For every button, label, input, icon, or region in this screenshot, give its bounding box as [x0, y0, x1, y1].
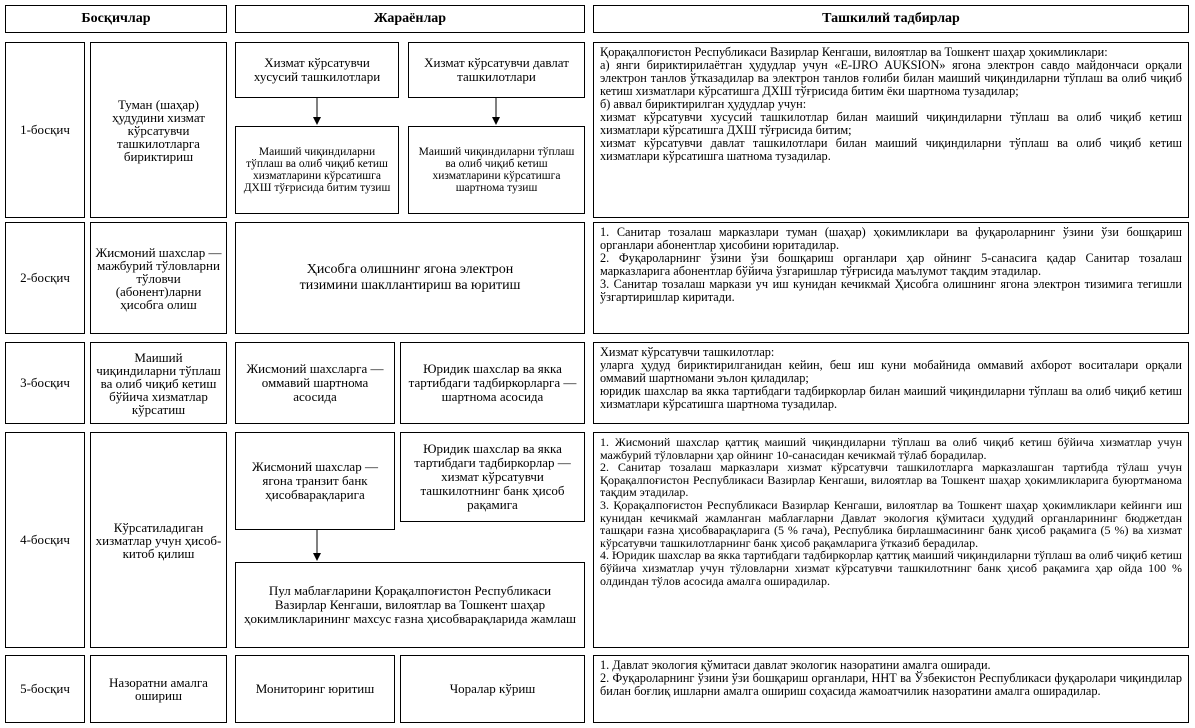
- flow-private-providers: Хизмат кўрсатувчи хусусий ташкилотлари: [235, 42, 399, 98]
- flow-legal-entities-contract: Юридик шахслар ва якка тартибдаги тадбиркорларга — шартнома асосида: [400, 342, 585, 424]
- stage-4-measures: 1. Жисмоний шахслар қаттиқ маиший чиқиндиларни тўплаш ва олиб чиқиб кетиш бўйича хизматлар учун мажбурий тўловларни ҳар ойнинг 10-санасидан кечикмай тўлаб борадилар. 2. Санитар тозалаш марказлари хизмат кўрсатувчи ташкилотларга марказлашган тартибда тўлаш учун Қорақалпоғистон Республикаси Вазирлар Кенгаши, вилоятлар ва Тошкент шаҳар ҳокимликларига буюртманома тақдим этадилар. 3. Қорақалпоғистон Республикаси Вазирлар Кенгаши, вилоятлар ва Тошкент шаҳар ҳокимликлари кейинги иш кунидан кечикмай жамланган маблағларни Давлат экология қўмитаси ҳудудий органларининг бюджетдан ташқари ғазна ҳисобварақларига (5 % гача), Республика бирлашмасининг банк ҳисоб рақамига (5 %) ва хизмат кўрсатувчи ташкилотларнинг банк ҳисоб рақамларига ўтказиб берадилар. 4. Юридик шахслар ва якка тартибдаги тадбиркорлар қаттиқ маиший чиқиндиларни тўплаш ва олиб чиқиб кетиш бўйича хизматлар учун тўловларни хизмат кўрсатувчи ташкилотнинг банк ҳисоб рақамига ҳар ойда 100 % олдиндан тўлов асосида амалга оширадилар.: [593, 432, 1189, 648]
- stage-1-name: Туман (шаҳар) ҳудудини хизмат кўрсатувчи ташкилотларга бириктириш: [90, 42, 227, 218]
- stage-3-measures: Хизмат кўрсатувчи ташкилотлар: уларга ҳудуд бириктирилганидан кейин, беш иш куни мобайнида оммавий ахборот воситалари орқали оммавий шартномани эълон қиладилар; юридик шахслар ва якка тартибдаги тадбиркорлар билан маиший чиқиндиларни тўплаш ва олиб чиқиб кетиш хизматлари кўрсатишга шартнома тузадилар.: [593, 342, 1189, 424]
- stage-5-measures: 1. Давлат экология қўмитаси давлат экологик назоратини амалга оширади. 2. Фуқароларнинг ўзини ўзи бошқариш органлари, ННТ ва Ўзбекистон Республикаси фуқаролари чиқиндилар билан боғлиқ ишларни амалга ошириш соҳасида жамоатчилик назоратини амалга оширадилар.: [593, 655, 1189, 723]
- header-measures: Ташкилий тадбирлар: [593, 5, 1189, 33]
- flow-electronic-registry: Ҳисобга олишнинг ягона электрон тизимини шакллантириш ва юритиш: [235, 222, 585, 334]
- header-processes: Жараёнлар: [235, 5, 585, 33]
- header-stages: Босқичлар: [5, 5, 227, 33]
- flow-treasury-accumulation: Пул маблағларини Қорақалпоғистон Республикаси Вазирлар Кенгаши, вилоятлар ва Тошкент шаҳар ҳокимликларининг махсус ғазна ҳисобварақларида жамлаш: [235, 562, 585, 648]
- stage-4-label: 4-босқич: [5, 432, 85, 648]
- flow-measures-taken: Чоралар кўриш: [400, 655, 585, 723]
- stage-1-label: 1-босқич: [5, 42, 85, 218]
- flow-monitoring: Мониторинг юритиш: [235, 655, 395, 723]
- stage-4-name: Кўрсатиладиган хизматлар учун ҳисоб-китоб қилиш: [90, 432, 227, 648]
- stage-5-name: Назоратни амалга ошириш: [90, 655, 227, 723]
- flow-individuals-public-contract: Жисмоний шахсларга — оммавий шартнома асосида: [235, 342, 395, 424]
- stage-5-label: 5-босқич: [5, 655, 85, 723]
- stage-3-label: 3-босқич: [5, 342, 85, 424]
- stage-2-name: Жисмоний шахслар — мажбурий тўловларни тўловчи (абонент)ларни ҳисобга олиш: [90, 222, 227, 334]
- stage-3-name: Маиший чиқиндиларни тўплаш ва олиб чиқиб кетиш бўйича хизматлар кўрсатиш: [90, 342, 227, 424]
- flow-transit-accounts: Жисмоний шахслар — ягона транзит банк ҳисобварақларига: [235, 432, 395, 530]
- stage-2-measures: 1. Санитар тозалаш марказлари туман (шаҳар) ҳокимликлари ва фуқароларнинг ўзини ўзи бошқариш органлари абонентлар ҳисобини юритадилар. 2. Фуқароларнинг ўзини ўзи бошқариш органлари ҳар ойнинг 5-санасига қадар Санитар тозалаш марказларига абонентлар бўйича ўзгаришлар тўғрисида маълумот тақдим этадилар. 3. Санитар тозалаш маркази уч иш кунидан кечикмай Ҳисобга олишнинг ягона электрон тизимига тегишли ўзгартиришлар киритади.: [593, 222, 1189, 334]
- flow-provider-bank-account: Юридик шахслар ва якка тартибдаги тадбиркорлар — хизмат кўрсатувчи ташкилотнинг банк ҳисоб рақамига: [400, 432, 585, 522]
- stage-1-measures: Қорақалпоғистон Республикаси Вазирлар Кенгаши, вилоятлар ва Тошкент шаҳар ҳокимликлари: а) янги бириктирилаётган ҳудудлар учун «E-IJRO AUKSION» ягона электрон савдо майдончаси орқали электрон танлов ўтказадилар ва электрон танлов ғолиби билан маиший чиқиндиларни тўплаш ва олиб чиқиб кетиш хизматлари кўрсатишга ДХШ тўғрисида битим ёки шартнома тузадилар; б) аввал бириктирилган ҳудудлар учун: хизмат кўрсатувчи хусусий ташкилотлар билан маиший чиқиндиларни тўплаш ва олиб чиқиб кетиш хизматлари кўрсатишга ДХШ тўғрисида битим; хизмат кўрсатувчи давлат ташкилотлари билан маиший чиқиндиларни тўплаш ва олиб чиқиб кетиш хизматлари кўрсатишга шатнома тузадилар.: [593, 42, 1189, 218]
- flow-contract: Маиший чиқиндиларни тўплаш ва олиб чиқиб кетиш хизматларини кўрсатишга шартнома тузиш: [408, 126, 585, 214]
- stage-2-label: 2-босқич: [5, 222, 85, 334]
- flow-state-providers: Хизмат кўрсатувчи давлат ташкилотлари: [408, 42, 585, 98]
- flow-ppp-agreement: Маиший чиқиндиларни тўплаш ва олиб чиқиб кетиш хизматларини кўрсатишга ДХШ тўғрисида битим тузиш: [235, 126, 399, 214]
